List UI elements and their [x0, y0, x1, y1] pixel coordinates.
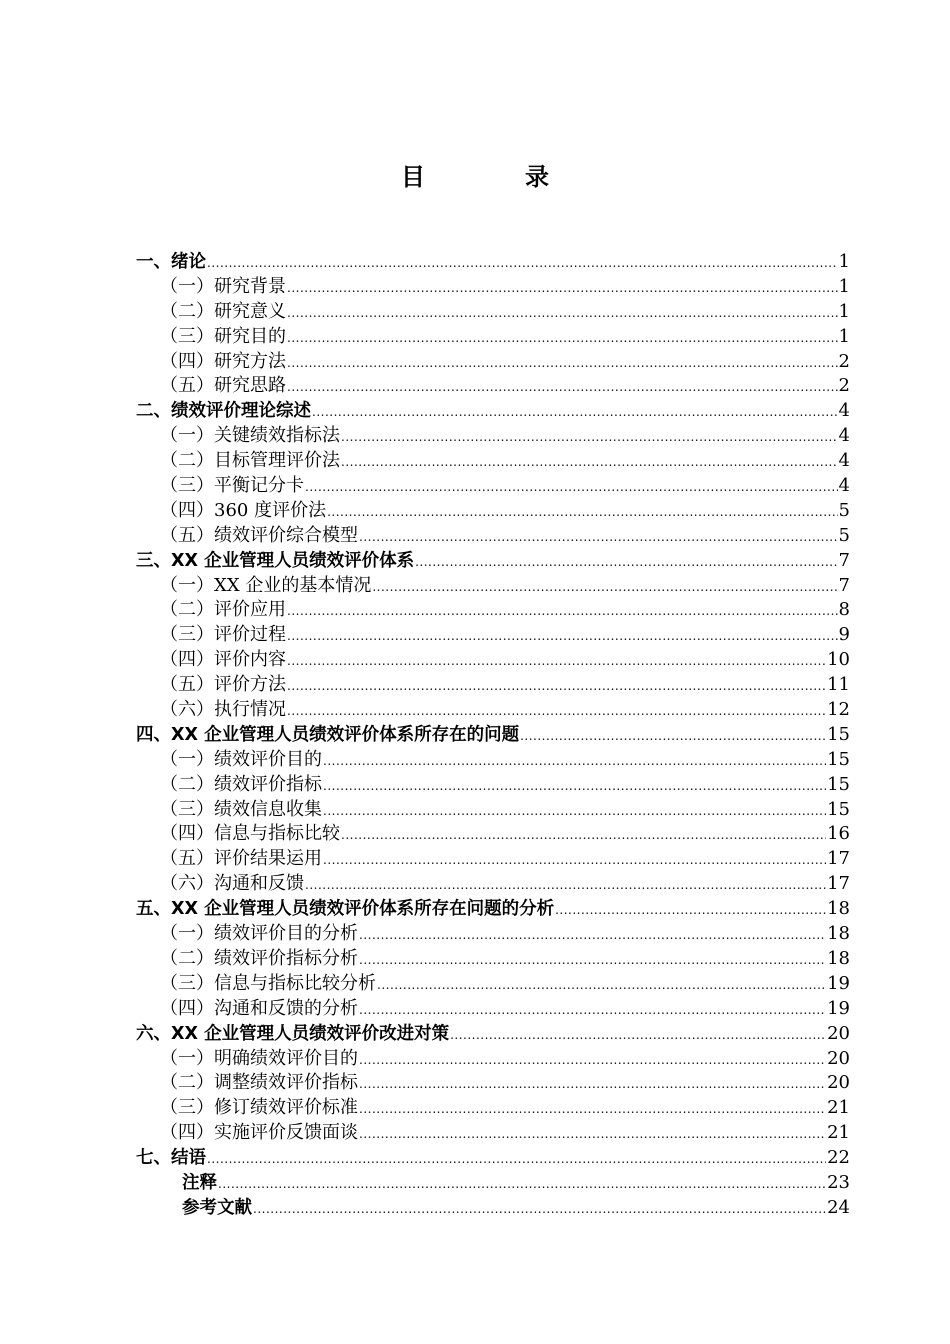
- toc-leader-dots: [450, 1022, 826, 1048]
- toc-leader-dots: [287, 698, 826, 724]
- toc-entry-page-number: 21: [827, 1122, 850, 1144]
- toc-entry-label: 四、XX 企业管理人员绩效评价体系所存在的问题: [136, 724, 520, 745]
- toc-leader-dots: [287, 275, 838, 301]
- toc-leader-dots: [287, 374, 838, 400]
- toc-entry[interactable]: [136, 997, 850, 1022]
- toc-entry[interactable]: [136, 374, 850, 399]
- toc-entry-page-number: 21: [827, 1097, 850, 1119]
- toc-entry-page-number: 19: [827, 997, 850, 1019]
- toc-entry[interactable]: [136, 922, 850, 947]
- toc-entry-page-number: 2: [838, 350, 850, 372]
- toc-entry-label: （二）绩效评价指标分析: [160, 947, 358, 969]
- toc-entry-label: （二）调整绩效评价指标: [160, 1072, 358, 1094]
- toc-entry-label: （四）沟通和反馈的分析: [160, 997, 358, 1019]
- toc-leader-dots: [520, 723, 826, 749]
- toc-entry[interactable]: [136, 648, 850, 673]
- toc-entry-page-number: 24: [827, 1196, 850, 1218]
- toc-entry[interactable]: [136, 1022, 850, 1047]
- toc-leader-dots: [253, 1196, 826, 1222]
- toc-entry-page-number: 5: [838, 499, 850, 521]
- toc-entry[interactable]: [136, 798, 850, 823]
- toc-entry[interactable]: [136, 1171, 850, 1196]
- toc-leader-dots: [287, 623, 838, 649]
- toc-entry[interactable]: [136, 524, 850, 549]
- toc-entry[interactable]: [136, 897, 850, 922]
- toc-entry-label: （三）信息与指标比较分析: [160, 972, 376, 994]
- toc-entry[interactable]: [136, 250, 850, 275]
- toc-entry-label: 七、结语: [136, 1148, 206, 1169]
- toc-leader-dots: [359, 1047, 826, 1073]
- toc-entry[interactable]: [136, 972, 850, 997]
- toc-leader-dots: [327, 499, 837, 525]
- toc-entry-label: 六、XX 企业管理人员绩效评价改进对策: [136, 1023, 450, 1044]
- toc-entry[interactable]: [136, 399, 850, 424]
- toc-entry-label: （一）研究背景: [160, 275, 286, 297]
- toc-leader-dots: [287, 648, 826, 674]
- toc-entry-label: （三）修订绩效评价标准: [160, 1097, 358, 1119]
- toc-entry-page-number: 4: [838, 400, 850, 422]
- toc-leader-dots: [287, 598, 838, 624]
- toc-entry-label: （一）绩效评价目的分析: [160, 923, 358, 945]
- toc-leader-dots: [287, 300, 838, 326]
- toc-entry[interactable]: [136, 748, 850, 773]
- toc-leader-dots: [287, 673, 826, 699]
- toc-entry-label: （六）执行情况: [160, 699, 286, 721]
- toc-leader-dots: [359, 1121, 826, 1147]
- toc-entry-page-number: 18: [827, 947, 850, 969]
- toc-entry-label: （二）评价应用: [160, 599, 286, 621]
- toc-entry-page-number: 5: [838, 524, 850, 546]
- toc-entry[interactable]: [136, 623, 850, 648]
- toc-entry-page-number: 1: [838, 325, 850, 347]
- toc-entry[interactable]: [136, 1146, 850, 1171]
- toc-leader-dots: [359, 922, 826, 948]
- toc-entry[interactable]: [136, 698, 850, 723]
- toc-entry-label: 一、绪论: [136, 252, 206, 272]
- toc-entry[interactable]: [136, 499, 850, 524]
- toc-leader-dots: [359, 997, 826, 1023]
- toc-leader-dots: [312, 399, 838, 425]
- toc-entry[interactable]: [136, 598, 850, 623]
- toc-entry-page-number: 19: [827, 972, 850, 994]
- toc-entry-page-number: 4: [838, 450, 850, 472]
- toc-leader-dots: [323, 773, 826, 799]
- toc-leader-dots: [415, 549, 837, 575]
- toc-entry[interactable]: [136, 1196, 850, 1221]
- toc-entry[interactable]: [136, 549, 850, 574]
- toc-entry[interactable]: [136, 1096, 850, 1121]
- toc-entry-label: （四）评价内容: [160, 649, 286, 671]
- toc-entry-label: （三）研究目的: [160, 325, 286, 347]
- toc-leader-dots: [323, 798, 826, 824]
- toc-entry-page-number: 22: [827, 1147, 850, 1169]
- toc-entry-label: （五）绩效评价综合模型: [160, 524, 358, 546]
- toc-entry[interactable]: [136, 449, 850, 474]
- page-title: 目 录: [401, 163, 587, 191]
- toc-entry-label: （四）信息与指标比较: [160, 823, 340, 845]
- toc-entry-label: （五）评价方法: [160, 674, 286, 696]
- toc-entry-label: （一）关键绩效指标法: [160, 425, 340, 447]
- toc-entry[interactable]: [136, 1047, 850, 1072]
- toc-entry[interactable]: [136, 424, 850, 449]
- toc-entry-page-number: 18: [827, 923, 850, 945]
- toc-entry-label: 注释: [182, 1172, 217, 1193]
- toc-entry-page-number: 15: [827, 723, 850, 745]
- toc-entry-page-number: 20: [827, 1047, 850, 1069]
- toc-leader-dots: [305, 474, 838, 500]
- toc-leader-dots: [287, 350, 838, 376]
- table-of-contents: [136, 250, 850, 1221]
- toc-leader-dots: [359, 947, 826, 973]
- toc-leader-dots: [372, 574, 837, 600]
- toc-entry-page-number: 20: [827, 1022, 850, 1044]
- toc-entry-page-number: 15: [827, 798, 850, 820]
- toc-entry-page-number: 7: [838, 549, 850, 571]
- toc-leader-dots: [359, 1096, 826, 1122]
- toc-leader-dots: [207, 1146, 826, 1172]
- toc-entry[interactable]: [136, 872, 850, 897]
- toc-entry[interactable]: [136, 1121, 850, 1146]
- toc-entry[interactable]: [136, 300, 850, 325]
- toc-entry-page-number: 7: [838, 574, 850, 596]
- toc-entry-page-number: 9: [838, 624, 850, 646]
- toc-leader-dots: [555, 897, 826, 923]
- toc-entry-label: （二）目标管理评价法: [160, 450, 340, 472]
- toc-entry-label: （二）绩效评价指标: [160, 773, 322, 795]
- toc-entry-page-number: 17: [827, 873, 850, 895]
- toc-entry-label: （六）沟通和反馈: [160, 873, 304, 895]
- toc-leader-dots: [323, 748, 826, 774]
- toc-leader-dots: [359, 1071, 826, 1097]
- toc-entry-label: 三、XX 企业管理人员绩效评价体系: [136, 550, 415, 571]
- toc-entry-page-number: 23: [827, 1171, 850, 1193]
- toc-leader-dots: [341, 424, 838, 450]
- toc-entry-label: （三）评价过程: [160, 624, 286, 646]
- toc-entry-label: （三）平衡记分卡: [160, 475, 304, 497]
- toc-entry-label: （一）绩效评价目的: [160, 748, 322, 770]
- toc-entry-page-number: 18: [827, 898, 850, 920]
- toc-entry-page-number: 2: [838, 375, 850, 397]
- toc-entry[interactable]: [136, 574, 850, 599]
- toc-entry-page-number: 11: [827, 674, 850, 696]
- toc-entry[interactable]: [136, 847, 850, 872]
- toc-entry-page-number: 20: [827, 1072, 850, 1094]
- toc-entry-page-number: 10: [827, 649, 850, 671]
- toc-entry[interactable]: [136, 822, 850, 847]
- toc-entry[interactable]: [136, 773, 850, 798]
- toc-entry-page-number: 15: [827, 773, 850, 795]
- toc-entry-page-number: 4: [838, 425, 850, 447]
- toc-entry[interactable]: [136, 350, 850, 375]
- toc-entry[interactable]: [136, 723, 850, 748]
- toc-entry-label: （一）明确绩效评价目的: [160, 1047, 358, 1069]
- toc-leader-dots: [377, 972, 826, 998]
- toc-entry-label: （二）研究意义: [160, 300, 286, 322]
- toc-entry[interactable]: [136, 275, 850, 300]
- toc-leader-dots: [305, 872, 826, 898]
- toc-entry-page-number: 12: [827, 699, 850, 721]
- toc-leader-dots: [287, 325, 838, 351]
- toc-entry-page-number: 17: [827, 848, 850, 870]
- toc-leader-dots: [323, 847, 826, 873]
- toc-entry-page-number: 1: [838, 300, 850, 322]
- toc-leader-dots: [207, 250, 838, 276]
- toc-entry-label: （五）研究思路: [160, 375, 286, 397]
- toc-leader-dots: [218, 1171, 826, 1197]
- toc-entry-label: 参考文献: [182, 1197, 252, 1218]
- toc-entry-label: 二、绩效评价理论综述: [136, 401, 311, 422]
- toc-entry-page-number: 16: [827, 823, 850, 845]
- toc-entry-label: （四）360 度评价法: [160, 499, 327, 521]
- toc-entry[interactable]: [136, 673, 850, 698]
- toc-entry-label: （五）评价结果运用: [160, 848, 322, 870]
- toc-entry-page-number: 1: [838, 251, 850, 272]
- toc-entry-label: （四）研究方法: [160, 350, 286, 372]
- toc-entry[interactable]: [136, 325, 850, 350]
- toc-leader-dots: [341, 822, 826, 848]
- toc-entry-page-number: 1: [838, 275, 850, 297]
- toc-entry[interactable]: [136, 947, 850, 972]
- toc-leader-dots: [341, 449, 838, 475]
- toc-entry-label: （四）实施评价反馈面谈: [160, 1122, 358, 1144]
- toc-leader-dots: [359, 524, 838, 550]
- toc-entry-label: 五、XX 企业管理人员绩效评价体系所存在问题的分析: [136, 899, 555, 920]
- toc-entry[interactable]: [136, 1071, 850, 1096]
- toc-entry[interactable]: [136, 474, 850, 499]
- toc-entry-label: （三）绩效信息收集: [160, 798, 322, 820]
- toc-entry-page-number: 8: [838, 599, 850, 621]
- toc-entry-page-number: 4: [838, 475, 850, 497]
- toc-entry-label: （一）XX 企业的基本情况: [160, 574, 372, 596]
- toc-entry-page-number: 15: [827, 748, 850, 770]
